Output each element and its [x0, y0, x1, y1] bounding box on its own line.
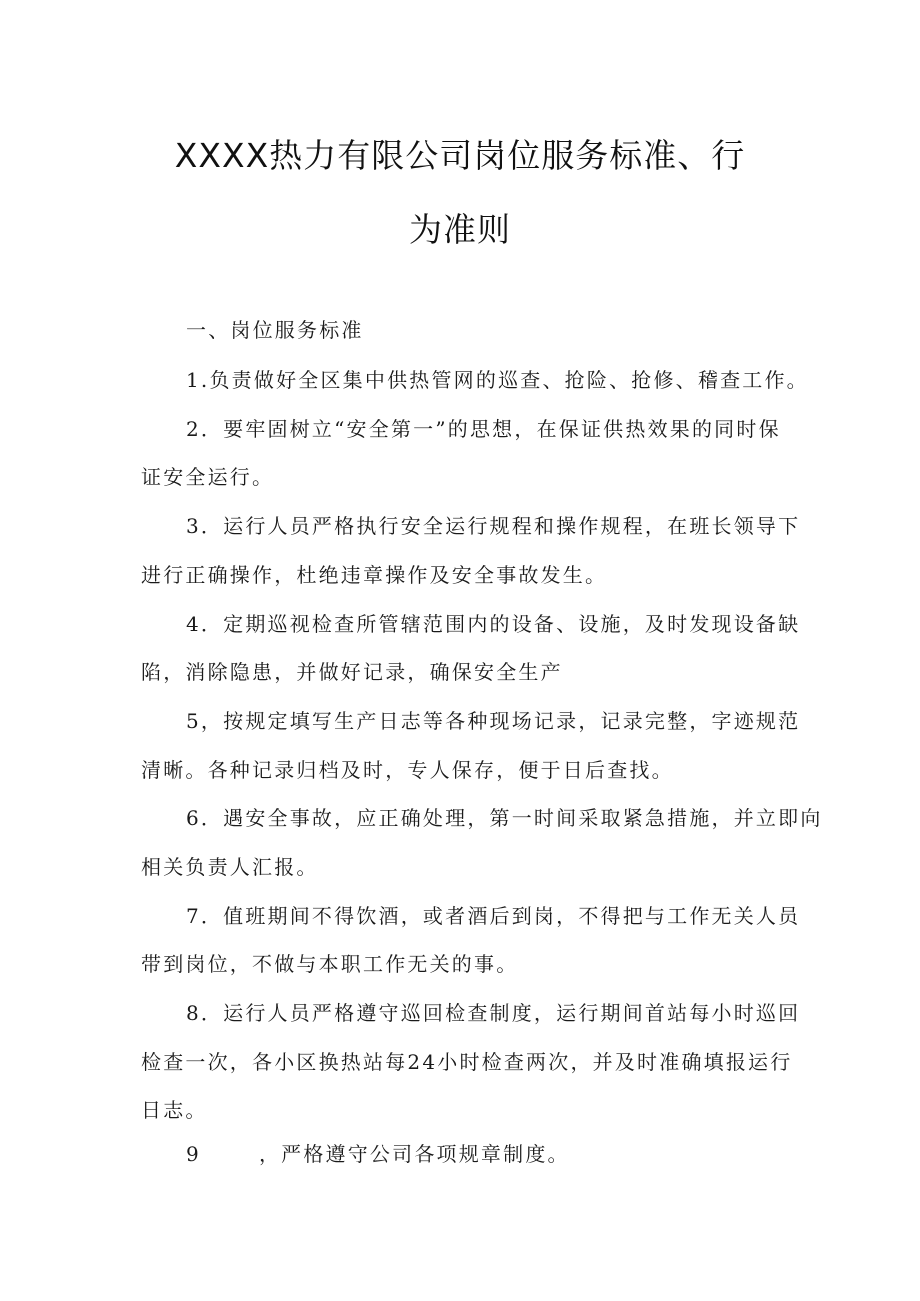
item-8-line-3: 日志。 — [141, 1098, 208, 1122]
item-3-line-1: 3．运行人员严格执行安全运行规程和操作规程，在班长领导下 — [186, 514, 801, 538]
item-5-line-2: 清晰。各种记录归档及时，专人保存，便于日后查找。 — [141, 758, 674, 782]
document-title-line-2: 为准则 — [409, 210, 511, 249]
section-heading: 一、岗位服务标准 — [186, 318, 364, 342]
item-6-line-2: 相关负责人汇报。 — [141, 855, 319, 879]
item-9-number: 9 — [186, 1142, 201, 1166]
item-1-line-1: 1.负责做好全区集中供热管网的巡查、抢险、抢修、稽查工作。 — [186, 368, 809, 392]
item-4-line-1: 4．定期巡视检查所管辖范围内的设备、设施，及时发现设备缺 — [186, 612, 801, 636]
item-4-line-2: 陷，消除隐患，并做好记录，确保安全生产 — [141, 660, 563, 684]
item-7-line-1: 7．值班期间不得饮酒，或者酒后到岗，不得把与工作无关人员 — [186, 904, 801, 928]
item-9-text: ，严格遵守公司各项规章制度。 — [258, 1142, 570, 1166]
item-2-line-1: 2．要牢固树立“安全第一”的思想，在保证供热效果的同时保 — [186, 417, 781, 441]
item-2-line-2: 证安全运行。 — [141, 465, 275, 489]
item-8-line-1: 8．运行人员严格遵守巡回检查制度，运行期间首站每小时巡回 — [186, 1001, 801, 1025]
document-title-line-1: XXXX热力有限公司岗位服务标准、行 — [174, 136, 746, 175]
item-6-line-1: 6．遇安全事故，应正确处理，第一时间采取紧急措施，并立即向 — [186, 806, 823, 830]
item-7-line-2: 带到岗位，不做与本职工作无关的事。 — [141, 952, 519, 976]
item-3-line-2: 进行正确操作，杜绝违章操作及安全事故发生。 — [141, 563, 608, 587]
item-5-line-1: 5，按规定填写生产日志等各种现场记录，记录完整，字迹规范 — [186, 709, 801, 733]
item-9 — [186, 1140, 570, 1168]
item-8-line-2: 检查一次，各小区换热站每24小时检查两次，并及时准确填报运行 — [141, 1050, 793, 1074]
